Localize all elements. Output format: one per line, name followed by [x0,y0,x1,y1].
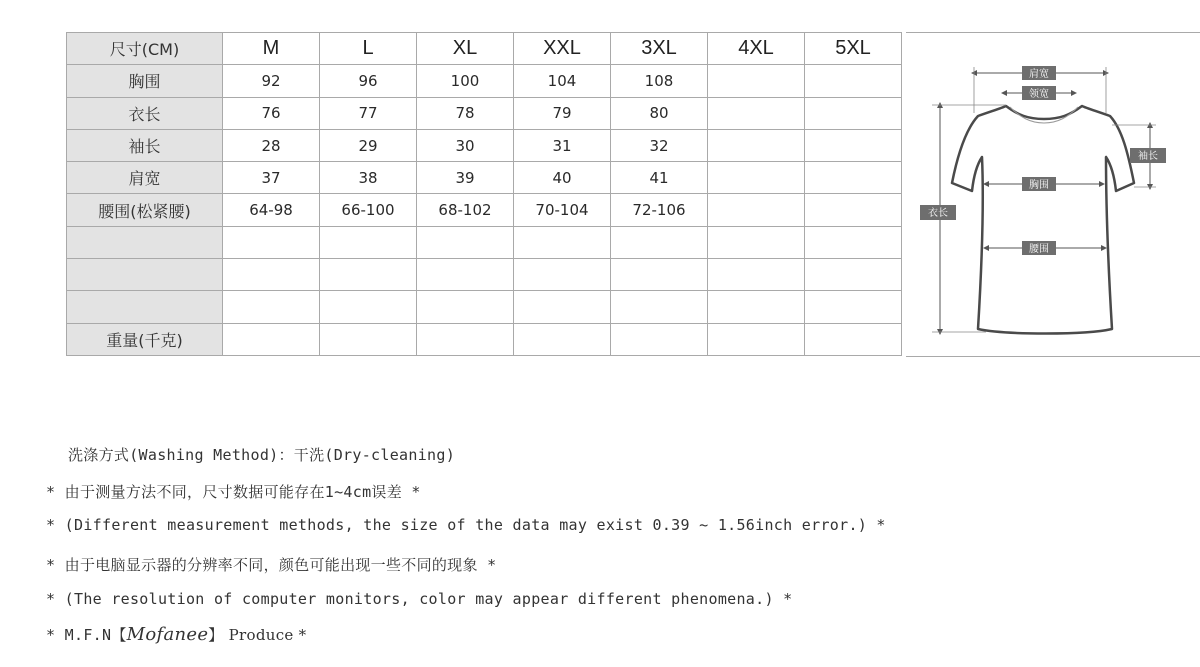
table-cell: 64-98 [223,194,320,226]
table-cell: 72-106 [611,194,708,226]
sleeve-label: 袖长 [1138,151,1158,162]
table-cell: 96 [320,65,417,97]
table-row-empty [67,259,902,291]
table-cell [805,291,902,323]
table-cell [708,194,805,226]
table-cell [708,323,805,355]
row-label [67,291,223,323]
table-cell [805,162,902,194]
table-cell: 39 [417,162,514,194]
table-cell [320,226,417,258]
table-cell [805,97,902,129]
table-cell: 29 [320,129,417,161]
table-cell: 79 [514,97,611,129]
row-label [67,259,223,291]
table-cell: 37 [223,162,320,194]
table-cell: 76 [223,97,320,129]
table-cell: 78 [417,97,514,129]
table-cell: 92 [223,65,320,97]
size-header-row [67,33,902,65]
table-cell [708,291,805,323]
table-cell [417,291,514,323]
table-cell [514,226,611,258]
chest-label: 胸围 [1029,180,1049,191]
row-label [67,226,223,258]
table-cell [514,323,611,355]
measurement-note-cn: * 由于测量方法不同，尺寸数据可能存在1~4cm误差 * [46,483,421,501]
table-cell [805,259,902,291]
row-label: 肩宽 [67,162,223,194]
table-row-empty [67,291,902,323]
table-cell [708,226,805,258]
size-header-cell: XXL [514,33,611,65]
table-cell [223,323,320,355]
row-label: 腰围(松紧腰) [67,194,223,226]
table-row-shoulder [67,162,902,194]
table-cell [611,291,708,323]
table-cell [708,65,805,97]
table-cell: 80 [611,97,708,129]
table-cell [708,97,805,129]
size-header-cell: L [320,33,417,65]
color-note-en: * (The resolution of computer monitors, color may appear different phenomena.) * [46,590,793,608]
table-cell: 70-104 [514,194,611,226]
measurement-note-en: * (Different measurement methods, the size of the data may exist 0.39 ~ 1.56inch error.) * [46,516,886,534]
row-label: 袖长 [67,129,223,161]
table-cell: 32 [611,129,708,161]
table-cell: 104 [514,65,611,97]
table-cell [223,226,320,258]
table-cell [805,65,902,97]
table-cell [708,259,805,291]
brand-prefix: * M.F.N【 [46,626,127,644]
table-row-waist [67,194,902,226]
table-cell: 41 [611,162,708,194]
size-header-cell: 5XL [805,33,902,65]
table-row-sleeve [67,129,902,161]
table-cell [223,291,320,323]
table-cell [417,226,514,258]
table-cell: 38 [320,162,417,194]
table-cell [223,259,320,291]
table-row-empty [67,226,902,258]
table-cell [320,291,417,323]
table-cell [514,259,611,291]
row-label: 重量(千克) [67,323,223,355]
table-cell: 30 [417,129,514,161]
table-cell: 31 [514,129,611,161]
table-cell [805,226,902,258]
table-cell [417,259,514,291]
table-row-chest [67,65,902,97]
brand-logo-text: Mofanee [126,624,209,645]
table-cell [514,291,611,323]
table-cell: 108 [611,65,708,97]
table-cell: 40 [514,162,611,194]
size-header-cell: 4XL [708,33,805,65]
tshirt-outline [952,106,1134,334]
table-cell [805,194,902,226]
table-cell [417,323,514,355]
table-cell [708,129,805,161]
length-label: 衣长 [928,208,948,219]
table-cell [611,323,708,355]
size-header-cell: M [223,33,320,65]
table-cell [805,323,902,355]
row-label: 胸围 [67,65,223,97]
size-header-cell: XL [417,33,514,65]
table-cell: 66-100 [320,194,417,226]
header-label-cell: 尺寸(CM) [67,33,223,65]
table-cell [708,162,805,194]
brand-note [46,624,306,645]
table-cell [611,226,708,258]
row-label: 衣长 [67,97,223,129]
table-cell: 68-102 [417,194,514,226]
table-cell [611,259,708,291]
table-cell: 28 [223,129,320,161]
table-cell [320,323,417,355]
table-cell [805,129,902,161]
table-cell: 100 [417,65,514,97]
table-row-weight [67,323,902,355]
brand-suffix: 】 Produce * [208,626,307,644]
size-header-cell: 3XL [611,33,708,65]
washing-method-note: 洗涤方式(Washing Method)：干洗(Dry-cleaning) [68,446,456,464]
color-note-cn: * 由于电脑显示器的分辨率不同，颜色可能出现一些不同的现象 * [46,556,497,574]
table-cell: 77 [320,97,417,129]
waist-label: 腰围 [1029,244,1049,255]
garment-diagram-panel [906,32,1200,357]
size-chart-table [66,32,902,356]
tshirt-diagram [906,33,1200,356]
neck-label: 领宽 [1029,89,1049,100]
table-row-length [67,97,902,129]
shoulder-label: 肩宽 [1029,69,1049,80]
table-cell [320,259,417,291]
